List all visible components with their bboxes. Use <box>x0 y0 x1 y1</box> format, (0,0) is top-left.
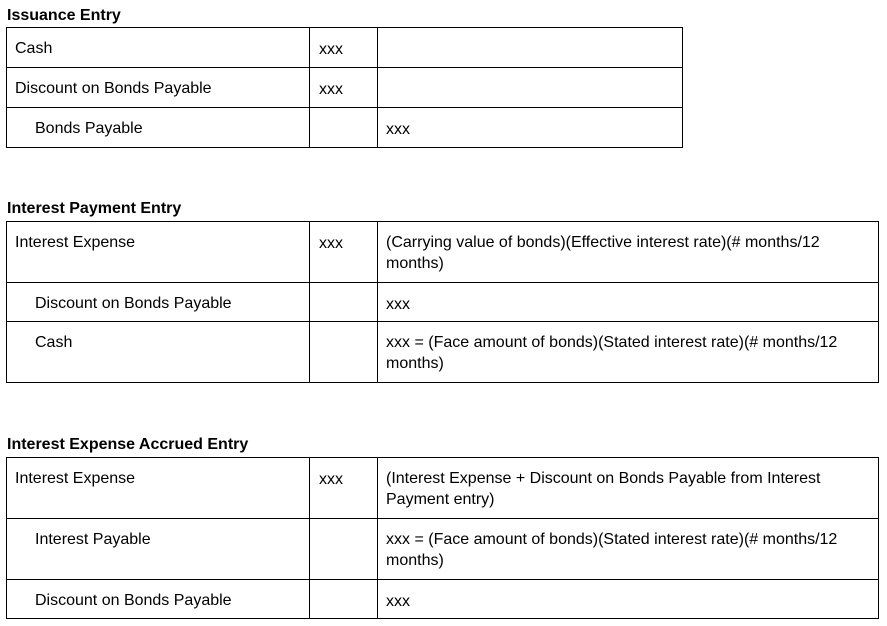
debit-cell: xxx <box>310 28 378 68</box>
account-cell: Interest Payable <box>7 519 310 580</box>
credit-cell <box>378 68 683 108</box>
credit-cell: xxx <box>378 283 879 322</box>
interest-expense-accrued-entry-table <box>6 457 879 619</box>
table-row <box>7 322 879 383</box>
debit-cell: xxx <box>310 458 378 519</box>
debit-cell <box>310 108 378 148</box>
credit-cell: xxx <box>378 580 879 619</box>
table-row <box>7 222 879 283</box>
table-row <box>7 519 879 580</box>
interest-payment-entry-title: Interest Payment Entry <box>7 200 182 217</box>
table-row <box>7 283 879 322</box>
interest-payment-entry-table <box>6 221 879 383</box>
issuance-entry-title: Issuance Entry <box>7 7 121 24</box>
table-row <box>7 108 683 148</box>
credit-cell: (Carrying value of bonds)(Effective interest rate)(# months/12 months) <box>378 222 879 283</box>
credit-cell <box>378 28 683 68</box>
table-row <box>7 68 683 108</box>
issuance-entry-table <box>6 27 683 148</box>
debit-cell <box>310 519 378 580</box>
account-cell: Cash <box>7 28 310 68</box>
account-cell: Interest Expense <box>7 222 310 283</box>
account-cell: Discount on Bonds Payable <box>7 68 310 108</box>
account-cell: Cash <box>7 322 310 383</box>
account-cell: Discount on Bonds Payable <box>7 283 310 322</box>
credit-cell: (Interest Expense + Discount on Bonds Payable from Interest Payment entry) <box>378 458 879 519</box>
interest-expense-accrued-entry-title: Interest Expense Accrued Entry <box>7 436 249 453</box>
debit-cell <box>310 580 378 619</box>
debit-cell <box>310 322 378 383</box>
table-row <box>7 580 879 619</box>
account-cell: Discount on Bonds Payable <box>7 580 310 619</box>
credit-cell: xxx = (Face amount of bonds)(Stated interest rate)(# months/12 months) <box>378 322 879 383</box>
credit-cell: xxx <box>378 108 683 148</box>
credit-cell: xxx = (Face amount of bonds)(Stated interest rate)(# months/12 months) <box>378 519 879 580</box>
debit-cell: xxx <box>310 222 378 283</box>
table-row <box>7 458 879 519</box>
table-row <box>7 28 683 68</box>
account-cell: Bonds Payable <box>7 108 310 148</box>
debit-cell <box>310 283 378 322</box>
account-cell: Interest Expense <box>7 458 310 519</box>
debit-cell: xxx <box>310 68 378 108</box>
